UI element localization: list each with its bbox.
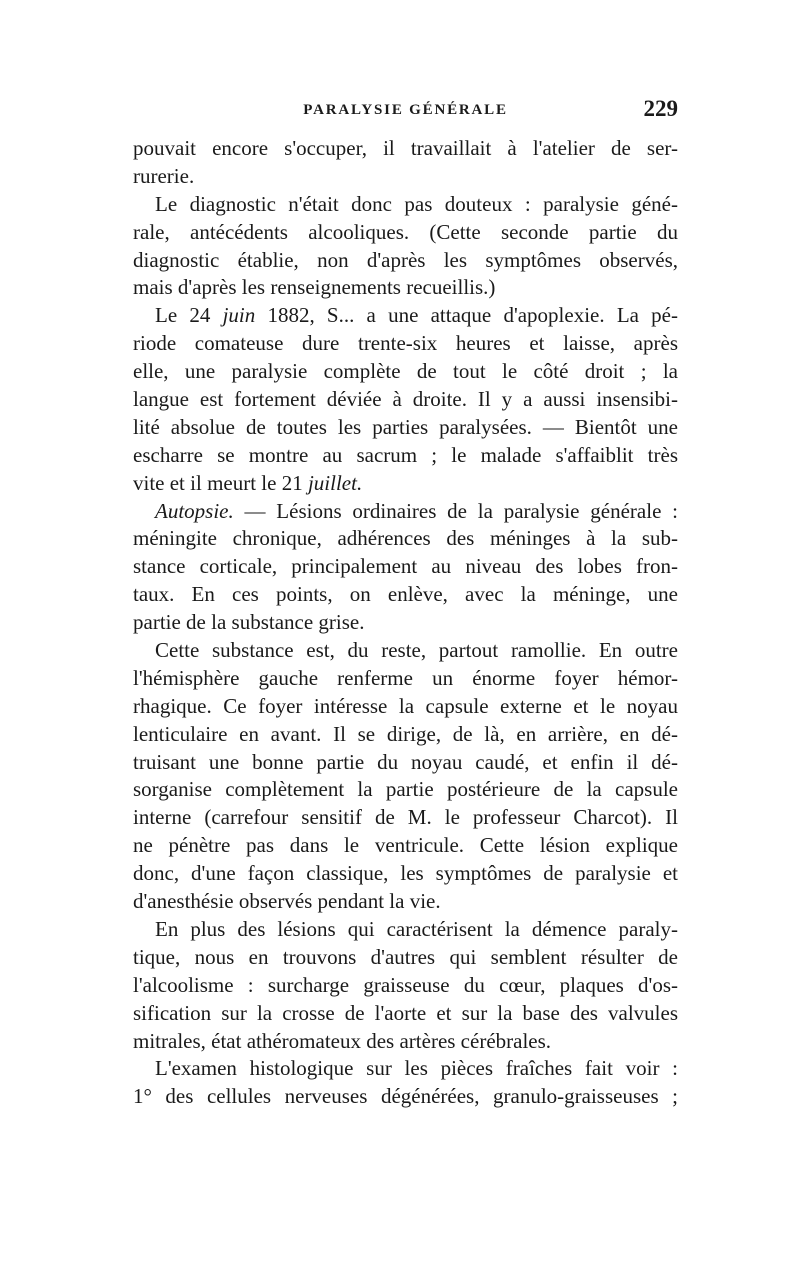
text-line: tique, nous en trouvons d'autres qui semblent résulter de	[133, 944, 678, 969]
page-number: 229	[643, 96, 678, 121]
paragraph	[133, 637, 678, 916]
text-line: diagnostic établie, non d'après les symptômes observés,	[133, 247, 678, 272]
paragraph	[133, 498, 678, 637]
text-line: rurerie.	[133, 163, 195, 188]
text-line: pouvait encore s'occuper, il travaillait à l'atelier de ser-	[133, 136, 678, 160]
text-line: stance corticale, principalement au niveau des lobes fron-	[133, 554, 678, 579]
text-line: mitrales, état athéromateux des artères cérébrales.	[133, 1028, 552, 1053]
text-line: rhagique. Ce foyer intéresse la capsule externe et le noyau	[133, 693, 678, 718]
text-line: riode comateuse dure trente-six heures et laisse, après	[133, 331, 678, 356]
text-line: l'alcoolisme : surcharge graisseuse du cœur, plaques d'os-	[133, 972, 678, 997]
text-line: mais d'après les renseignements recueillis.)	[133, 275, 496, 300]
paragraph	[133, 302, 678, 497]
text-line: lité absolue de toutes les parties paralysées. — Bientôt une	[133, 414, 678, 439]
text-line: d'anesthésie observés pendant la vie.	[133, 889, 441, 914]
text-line: escharre se montre au sacrum ; le malade s'affaiblit très	[133, 442, 678, 467]
paragraph	[133, 916, 678, 1055]
text-line: L'examen histologique sur les pièces fraîches fait voir :	[155, 1056, 678, 1081]
text-line: rale, antécédents alcooliques. (Cette seconde partie du	[133, 219, 678, 244]
text-line: Le diagnostic n'était donc pas douteux : paralysie géné-	[155, 191, 678, 216]
text-line: méningite chronique, adhérences des méninges à la sub-	[133, 526, 678, 551]
text-line: donc, d'une façon classique, les symptômes de paralysie et	[133, 861, 678, 886]
text-line: ne pénètre pas dans le ventricule. Cette lésion explique	[133, 833, 678, 858]
text-line: 1° des cellules nerveuses dégénérées, granulo-graisseuses ;	[133, 1084, 678, 1109]
text-line: l'hémisphère gauche renferme un énorme foyer hémor-	[133, 665, 678, 690]
text-line: partie de la substance grise.	[133, 610, 365, 635]
text-line: lenticulaire en avant. Il se dirige, de là, en arrière, en dé-	[133, 721, 678, 746]
text-line: Autopsie. — Lésions ordinaires de la paralysie générale :	[155, 498, 678, 523]
text-line: Le 24 juin 1882, S... a une attaque d'apoplexie. La pé-	[155, 303, 678, 328]
running-head	[133, 96, 678, 126]
text-line: Cette substance est, du reste, partout ramollie. En outre	[155, 638, 678, 663]
running-title: PARALYSIE GÉNÉRALE	[303, 102, 508, 118]
body-text	[133, 135, 678, 1111]
text-line: sorganise complètement la partie postérieure de la capsule	[133, 777, 678, 802]
text-line: interne (carrefour sensitif de M. le professeur Charcot). Il	[133, 805, 678, 830]
text-line: truisant une bonne partie du noyau caudé, et enfin il dé-	[133, 749, 678, 774]
text-line: En plus des lésions qui caractérisent la démence paraly-	[155, 916, 678, 941]
text-line: elle, une paralysie complète de tout le côté droit ; la	[133, 359, 678, 384]
text-line: sification sur la crosse de l'aorte et sur la base des valvules	[133, 1000, 678, 1025]
text-line: langue est fortement déviée à droite. Il y a aussi insensibi-	[133, 387, 678, 412]
paragraph	[133, 191, 678, 303]
paragraph	[133, 135, 678, 191]
text-line: vite et il meurt le 21 juillet.	[133, 470, 363, 495]
paragraph	[133, 1055, 678, 1111]
text-line: taux. En ces points, on enlève, avec la méninge, une	[133, 582, 678, 607]
